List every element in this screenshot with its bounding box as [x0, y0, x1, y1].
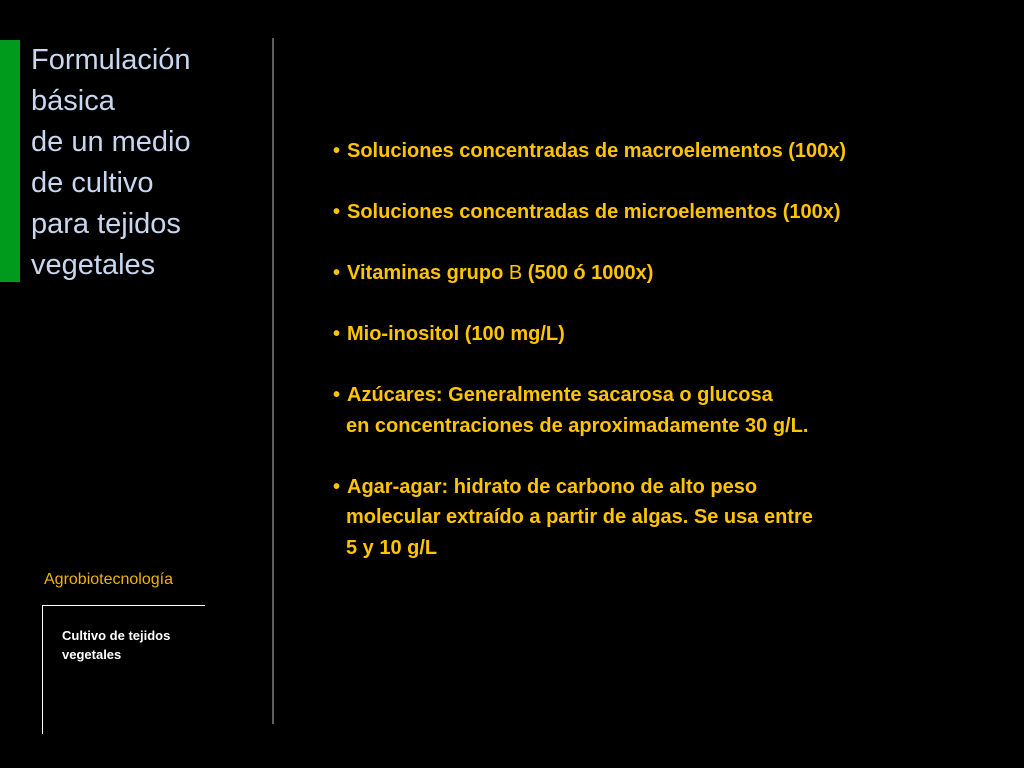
list-item-text: Soluciones concentradas de microelementos (100x) — [347, 201, 841, 223]
list-item — [333, 472, 846, 564]
bullet-icon: • — [333, 475, 341, 498]
title-line: para tejidos — [31, 208, 181, 240]
list-item-text: Soluciones concentradas de macroelementos (100x) — [347, 140, 847, 162]
title-line: de un medio — [31, 126, 191, 158]
course-label: Agrobiotecnología — [44, 571, 173, 588]
list-item-text: Azúcares: Generalmente sacarosa o glucosa — [347, 384, 773, 406]
title-line: de cultivo — [31, 167, 154, 199]
title-line: Formulación — [31, 44, 191, 76]
footer-rule-horizontal — [42, 605, 205, 606]
bullet-icon: • — [333, 323, 341, 345]
bullet-icon: • — [333, 262, 341, 284]
topic-label: Cultivo de tejidos vegetales — [62, 628, 171, 662]
footer-rule-vertical — [42, 605, 43, 734]
list-item-text: 5 y 10 g/L — [346, 536, 438, 559]
list-item-text: molecular extraído a partir de algas. Se usa entre — [346, 506, 813, 528]
bullet-icon: • — [333, 384, 341, 406]
title-line: vegetales — [31, 249, 156, 281]
accent-bar — [0, 40, 20, 282]
list-item-text: Agar-agar: hidrato de carbono de alto peso — [347, 475, 758, 498]
list-item-text: Mio-inositol (100 mg/L) — [347, 323, 565, 345]
list-item — [333, 319, 846, 350]
list-item — [333, 380, 846, 441]
list-item-text: (500 ó 1000x) — [522, 262, 654, 284]
list-item-text: B — [508, 262, 523, 284]
content-list — [333, 136, 846, 563]
list-item-text: en concentraciones de aproximadamente 30 g/L. — [346, 414, 809, 437]
list-item-text: Vitaminas grupo — [347, 262, 509, 284]
bullet-icon: • — [333, 140, 341, 162]
list-item — [333, 136, 846, 167]
list-item — [333, 197, 846, 228]
list-item — [333, 258, 846, 289]
vertical-divider — [272, 38, 274, 724]
title-line: básica — [31, 85, 115, 117]
bullet-icon: • — [333, 201, 341, 223]
slide-title — [31, 40, 256, 286]
